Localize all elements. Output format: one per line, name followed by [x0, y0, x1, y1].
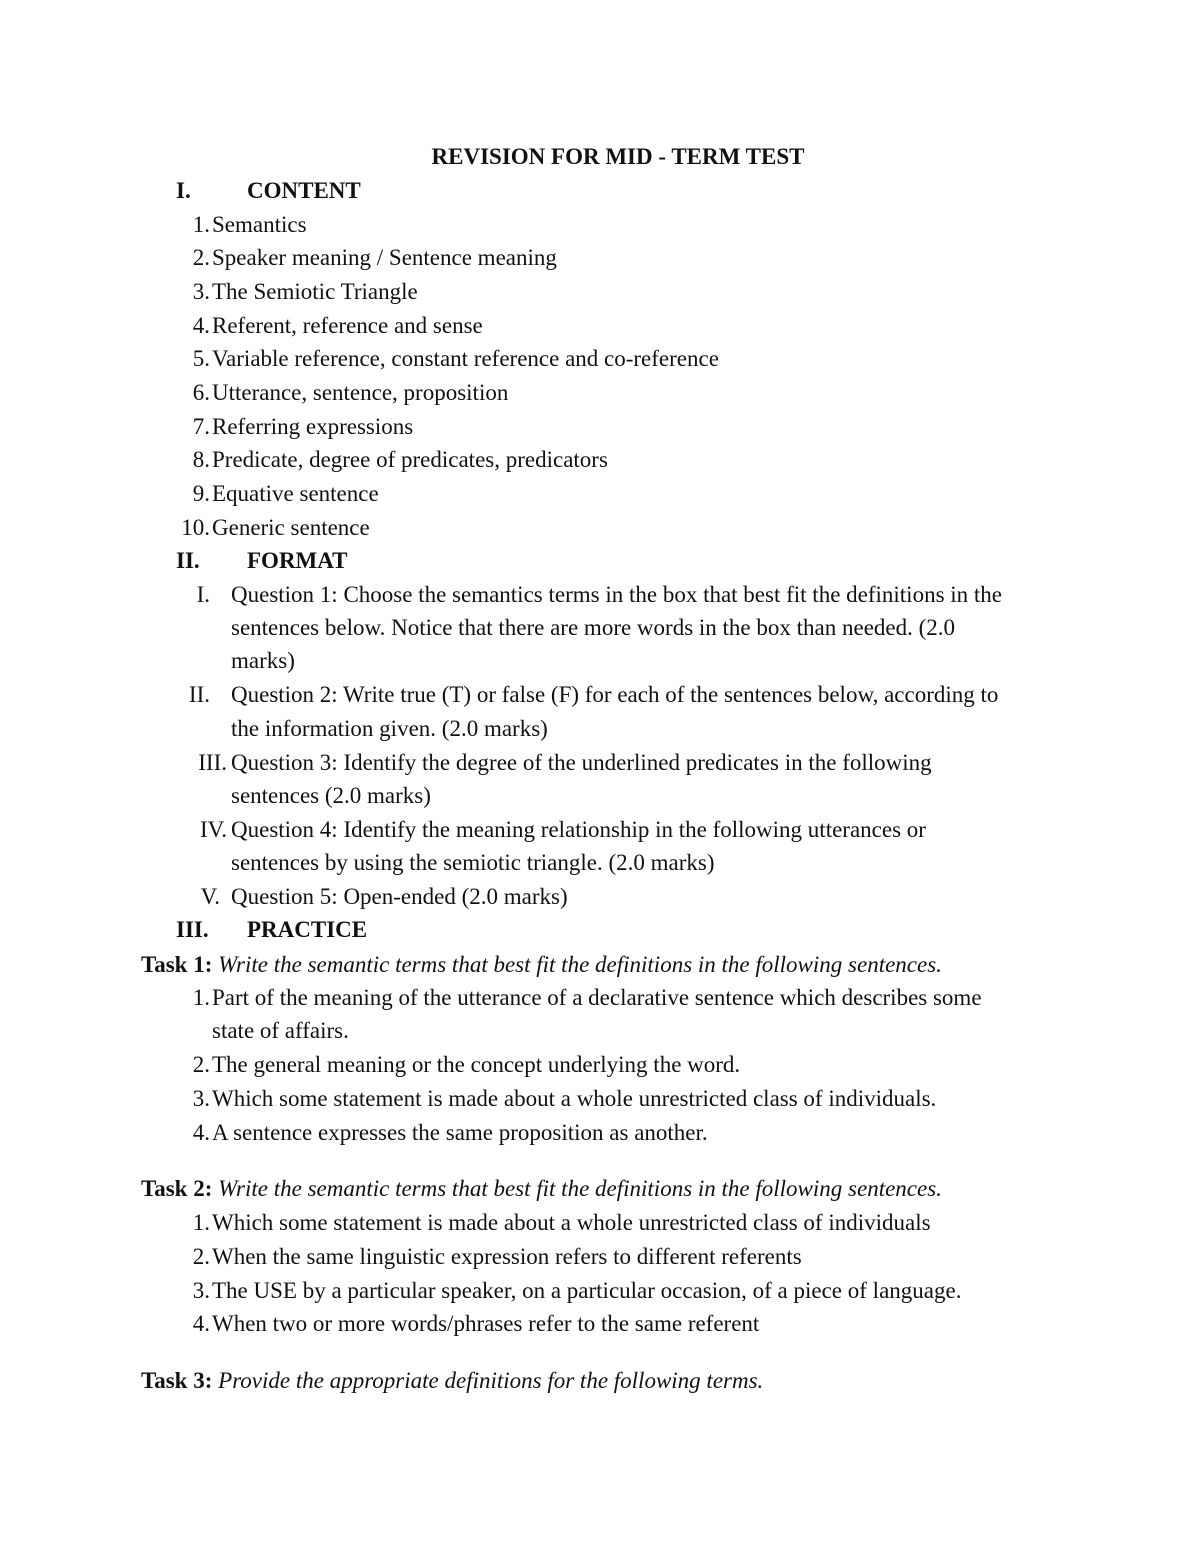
list-number: 6.: [192, 380, 210, 405]
list-number: 3.: [192, 279, 210, 304]
list-item: Variable reference, constant reference and co-reference: [212, 346, 719, 371]
task-header: [141, 1367, 763, 1395]
list-item-line: sentences below. Notice that there are more words in the box than needed. (2.0: [231, 615, 956, 640]
list-item-line: Which some statement is made about a whole unrestricted class of individuals: [212, 1210, 931, 1235]
list-item-line: The USE by a particular speaker, on a particular occasion, of a piece of language.: [212, 1278, 962, 1303]
list-number: III.: [198, 750, 227, 775]
list-item-line: marks): [231, 648, 295, 673]
page-title: REVISION FOR MID - TERM TEST: [431, 144, 805, 169]
list-number: 8.: [192, 447, 210, 472]
list-item: Semantics: [212, 212, 307, 237]
list-number: 2.: [192, 1052, 210, 1077]
list-number: 1.: [192, 1210, 210, 1235]
list-number: 7.: [192, 414, 210, 439]
list-item-line: Question 1: Choose the semantics terms in the box that best fit the definitions in the: [231, 582, 1003, 607]
list-number: 1.: [192, 212, 210, 237]
list-item: The Semiotic Triangle: [212, 279, 418, 304]
task-label: Task 2:: [141, 1176, 213, 1201]
section-numeral: II.: [176, 548, 200, 573]
list-number: II.: [188, 682, 210, 707]
list-number: 4.: [192, 313, 210, 338]
list-number: 5.: [192, 346, 210, 371]
list-number: 3.: [192, 1086, 210, 1111]
list-item: Speaker meaning / Sentence meaning: [212, 245, 557, 270]
list-item-line: A sentence expresses the same proposition as another.: [212, 1120, 708, 1145]
list-number: 4.: [192, 1311, 210, 1336]
list-item: Referent, reference and sense: [212, 313, 483, 338]
list-item-line: Question 3: Identify the degree of the underlined predicates in the following: [231, 750, 932, 775]
list-number: 10.: [181, 515, 210, 540]
list-number: 1.: [192, 985, 210, 1010]
list-number: I.: [196, 582, 210, 607]
section-heading: FORMAT: [247, 548, 348, 573]
section-heading: PRACTICE: [247, 917, 368, 942]
task-instruction: Provide the appropriate definitions for the following terms.: [218, 1368, 764, 1393]
list-number: 2.: [192, 1244, 210, 1269]
list-item-line: Question 4: Identify the meaning relationship in the following utterances or: [231, 817, 926, 842]
list-item-line: Question 5: Open-ended (2.0 marks): [231, 884, 568, 909]
list-item-line: The general meaning or the concept underlying the word.: [212, 1052, 741, 1077]
list-item: Predicate, degree of predicates, predicators: [212, 447, 608, 472]
list-item-line: sentences (2.0 marks): [231, 783, 431, 808]
list-item-line: Part of the meaning of the utterance of a declarative sentence which describes some: [212, 985, 982, 1010]
section-heading: CONTENT: [247, 178, 361, 203]
list-number: 9.: [192, 481, 210, 506]
task-instruction: Write the semantic terms that best fit the definitions in the following sentences.: [218, 952, 942, 977]
list-item: Utterance, sentence, proposition: [212, 380, 509, 405]
section-numeral: III.: [176, 917, 209, 942]
list-item-line: state of affairs.: [212, 1018, 349, 1043]
list-item-line: Which some statement is made about a whole unrestricted class of individuals.: [212, 1086, 937, 1111]
task-header: [141, 1175, 942, 1203]
list-item-line: sentences by using the semiotic triangle. (2.0 marks): [231, 850, 715, 875]
list-item-line: When two or more words/phrases refer to the same referent: [212, 1311, 760, 1336]
list-number: V.: [200, 884, 220, 909]
list-number: IV.: [199, 817, 227, 842]
task-instruction: Write the semantic terms that best fit the definitions in the following sentences.: [218, 1176, 942, 1201]
list-item-line: When the same linguistic expression refers to different referents: [212, 1244, 802, 1269]
list-number: 2.: [192, 245, 210, 270]
list-number: 4.: [192, 1120, 210, 1145]
list-number: 3.: [192, 1278, 210, 1303]
list-item-line: Question 2: Write true (T) or false (F) for each of the sentences below, according to: [231, 682, 999, 707]
task-header: [141, 951, 942, 979]
list-item: Referring expressions: [212, 414, 414, 439]
task-label: Task 1:: [141, 952, 213, 977]
task-label: Task 3:: [141, 1368, 213, 1393]
section-numeral: I.: [176, 178, 191, 203]
list-item-line: the information given. (2.0 marks): [231, 716, 548, 741]
list-item: Generic sentence: [212, 515, 370, 540]
list-item: Equative sentence: [212, 481, 379, 506]
